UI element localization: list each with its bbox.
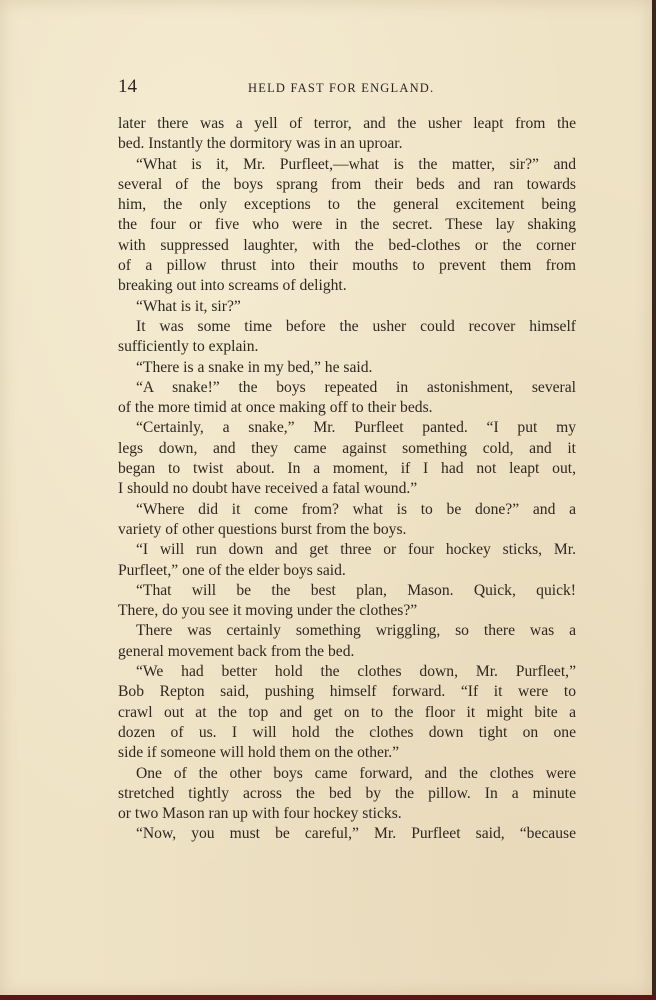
text-line: crawl out at the top and get on to the floor it might bite a [118, 703, 576, 721]
text-line: “That will be the best plan, Mason. Quick, quick! [136, 581, 576, 599]
text-line: side if someone will hold them on the other.” [118, 744, 400, 762]
page-edge-right [652, 0, 656, 1000]
text-line: “We had better hold the clothes down, Mr. Purfleet,” [136, 663, 576, 681]
text-line: Bob Repton said, pushing himself forward. “If it were to [118, 683, 576, 701]
text-line: “I will run down and get three or four hockey sticks, Mr. [136, 541, 576, 559]
text-line: stretched tightly across the bed by the pillow. In a minute [118, 784, 576, 802]
running-head: HELD FAST FOR ENGLAND. [248, 81, 435, 95]
text-line: sufficiently to explain. [118, 338, 259, 356]
text-line: of a pillow thrust into their mouths to prevent them from [118, 257, 576, 275]
text-line: variety of other questions burst from the boys. [118, 520, 407, 538]
text-line: or two Mason ran up with four hockey sticks. [118, 805, 402, 823]
text-line: “There is a snake in my bed,” he said. [136, 358, 373, 376]
text-line: him, the only exceptions to the general excitement being [118, 196, 576, 214]
text-line: legs down, and they came against something cold, and it [118, 439, 576, 457]
text-line: One of the other boys came forward, and the clothes were [136, 764, 576, 782]
text-line: later there was a yell of terror, and the usher leapt from the [118, 115, 576, 132]
text-line: began to twist about. In a moment, if I had not leapt out, [118, 460, 576, 478]
text-line: There, do you see it moving under the clothes?” [118, 602, 418, 620]
text-line: “What is it, Mr. Purfleet,—what is the matter, sir?” and [136, 155, 576, 173]
text-line: dozen of us. I will hold the clothes down tight on one [118, 723, 576, 741]
text-line: “What is it, sir?” [136, 297, 241, 315]
text-line: There was certainly something wriggling, so there was a [136, 622, 576, 640]
text-line: “A snake!” the boys repeated in astonishment, several [136, 378, 576, 396]
body-text [118, 114, 576, 845]
text-line: It was some time before the usher could recover himself [136, 317, 576, 335]
text-line: of the more timid at once making off to their beds. [118, 399, 433, 417]
text-line: with suppressed laughter, with the bed-clothes or the corner [118, 236, 576, 254]
text-line: breaking out into screams of delight. [118, 277, 347, 295]
text-line: “Certainly, a snake,” Mr. Purfleet panted. “I put my [136, 419, 576, 437]
text-line: general movement back from the bed. [118, 642, 355, 660]
text-line: “Now, you must be careful,” Mr. Purfleet said, “because [136, 825, 576, 843]
text-line: I should no doubt have received a fatal wound.” [118, 480, 418, 498]
text-line: the four or five who were in the secret. These lay shaking [118, 216, 576, 234]
page-header [118, 76, 578, 100]
text-line: bed. Instantly the dormitory was in an uproar. [118, 135, 403, 153]
text-line: “Where did it come from? what is to be done?” and a [136, 500, 576, 518]
page-edge-bottom [0, 995, 656, 1000]
text-line: Purfleet,” one of the elder boys said. [118, 561, 346, 579]
text-line: several of the boys sprang from their beds and ran towards [118, 175, 576, 193]
page-number: 14 [118, 76, 137, 97]
